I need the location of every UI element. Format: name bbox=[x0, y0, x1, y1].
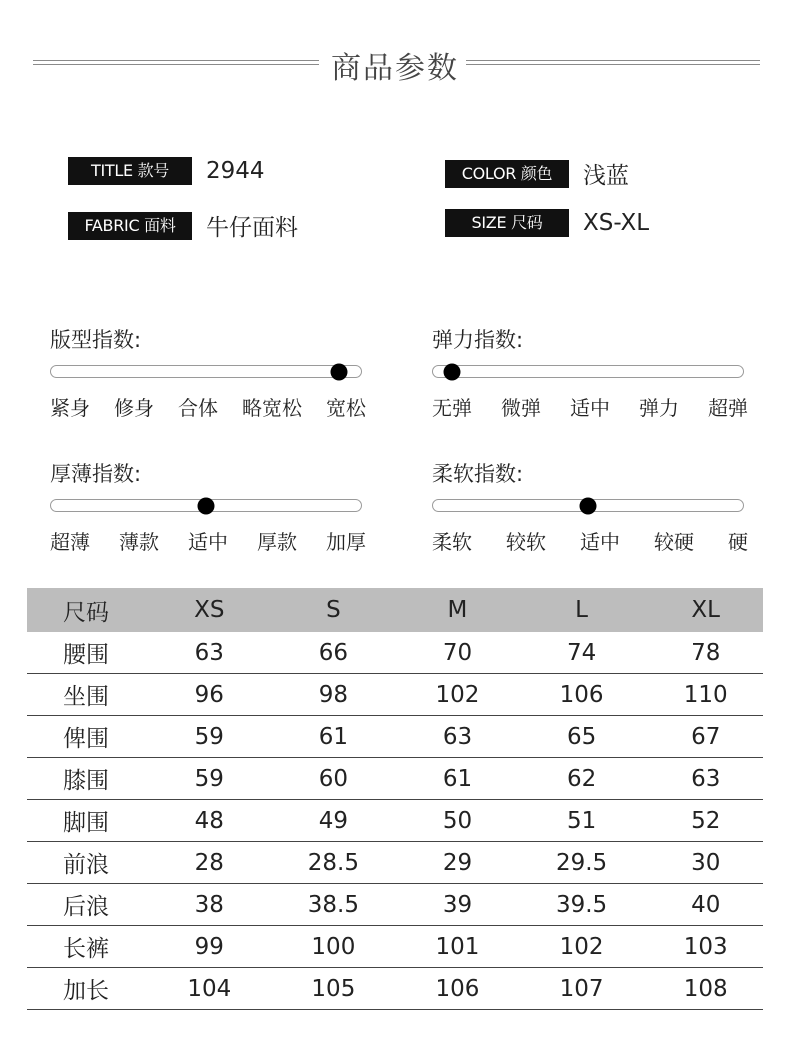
table-cell: 51 bbox=[515, 800, 649, 842]
softness-index-track bbox=[432, 499, 744, 512]
table-cell: 加长 bbox=[27, 968, 152, 1010]
attr-title-value: 2944 bbox=[206, 158, 265, 184]
table-row bbox=[27, 800, 763, 842]
column-header: M bbox=[400, 588, 515, 632]
table-cell: 59 bbox=[152, 716, 267, 758]
level-label: 较硬 bbox=[654, 530, 694, 554]
table-cell: 100 bbox=[267, 926, 401, 968]
level-label: 硬 bbox=[728, 530, 748, 554]
attr-color bbox=[445, 157, 629, 190]
level-label: 适中 bbox=[188, 530, 228, 554]
softness-index-knob bbox=[580, 497, 597, 514]
table-cell: 腰围 bbox=[27, 632, 152, 674]
table-cell: 48 bbox=[152, 800, 267, 842]
thickness-index-knob bbox=[198, 497, 215, 514]
table-row bbox=[27, 758, 763, 800]
column-header: L bbox=[515, 588, 649, 632]
column-header: XS bbox=[152, 588, 267, 632]
table-cell: 107 bbox=[515, 968, 649, 1010]
softness-index bbox=[432, 459, 752, 555]
table-cell: 28.5 bbox=[267, 842, 401, 884]
page-title: 商品参数 bbox=[331, 51, 459, 86]
table-row bbox=[27, 632, 763, 674]
softness-index-levels bbox=[432, 526, 748, 555]
table-cell: 98 bbox=[267, 674, 401, 716]
table-cell: 38.5 bbox=[267, 884, 401, 926]
softness-index-title: 柔软指数: bbox=[432, 462, 524, 486]
table-row bbox=[27, 716, 763, 758]
level-label: 弹力 bbox=[639, 396, 679, 420]
table-cell: 52 bbox=[648, 800, 763, 842]
fit-index bbox=[50, 325, 370, 421]
elasticity-index-knob bbox=[443, 363, 460, 380]
table-row bbox=[27, 926, 763, 968]
table-cell: 前浪 bbox=[27, 842, 152, 884]
elasticity-index-levels bbox=[432, 392, 748, 421]
table-cell: 61 bbox=[400, 758, 515, 800]
table-cell: 78 bbox=[648, 632, 763, 674]
level-label: 适中 bbox=[580, 530, 620, 554]
table-cell: 脚围 bbox=[27, 800, 152, 842]
table-cell: 50 bbox=[400, 800, 515, 842]
table-cell: 29 bbox=[400, 842, 515, 884]
table-cell: 49 bbox=[267, 800, 401, 842]
table-cell: 70 bbox=[400, 632, 515, 674]
table-cell: 59 bbox=[152, 758, 267, 800]
table-cell: 108 bbox=[648, 968, 763, 1010]
table-row bbox=[27, 842, 763, 884]
table-cell: 102 bbox=[400, 674, 515, 716]
table-cell: 105 bbox=[267, 968, 401, 1010]
fit-index-knob bbox=[331, 363, 348, 380]
level-label: 紧身 bbox=[50, 396, 90, 420]
thickness-index bbox=[50, 459, 370, 555]
column-header: XL bbox=[648, 588, 763, 632]
attr-fabric-label: FABRIC 面料 bbox=[68, 212, 192, 240]
table-cell: 106 bbox=[515, 674, 649, 716]
level-label: 合体 bbox=[178, 396, 218, 420]
level-label: 较软 bbox=[506, 530, 546, 554]
table-cell: 110 bbox=[648, 674, 763, 716]
table-cell: 74 bbox=[515, 632, 649, 674]
table-row bbox=[27, 884, 763, 926]
table-cell: 60 bbox=[267, 758, 401, 800]
table-cell: 膝围 bbox=[27, 758, 152, 800]
attr-size-value: XS-XL bbox=[583, 210, 650, 236]
table-cell: 101 bbox=[400, 926, 515, 968]
level-label: 微弹 bbox=[501, 396, 541, 420]
table-cell: 62 bbox=[515, 758, 649, 800]
table-cell: 63 bbox=[400, 716, 515, 758]
level-label: 加厚 bbox=[326, 530, 366, 554]
table-cell: 65 bbox=[515, 716, 649, 758]
table-cell: 39 bbox=[400, 884, 515, 926]
table-cell: 63 bbox=[648, 758, 763, 800]
attr-title-label: TITLE 款号 bbox=[68, 157, 192, 185]
thickness-index-title: 厚薄指数: bbox=[50, 462, 142, 486]
table-cell: 103 bbox=[648, 926, 763, 968]
attr-size-label: SIZE 尺码 bbox=[445, 209, 569, 237]
elasticity-index-track bbox=[432, 365, 744, 378]
header-rule-right bbox=[466, 60, 760, 65]
table-row bbox=[27, 968, 763, 1010]
level-label: 超弹 bbox=[708, 396, 748, 420]
table-cell: 102 bbox=[515, 926, 649, 968]
table-cell: 96 bbox=[152, 674, 267, 716]
level-label: 柔软 bbox=[432, 530, 472, 554]
table-cell: 66 bbox=[267, 632, 401, 674]
table-cell: 67 bbox=[648, 716, 763, 758]
level-label: 修身 bbox=[114, 396, 154, 420]
level-label: 薄款 bbox=[119, 530, 159, 554]
attr-color-value: 浅蓝 bbox=[583, 163, 629, 189]
level-label: 宽松 bbox=[326, 396, 366, 420]
column-header: 尺码 bbox=[27, 588, 152, 632]
table-cell: 38 bbox=[152, 884, 267, 926]
elasticity-index bbox=[432, 325, 752, 421]
table-cell: 长裤 bbox=[27, 926, 152, 968]
fit-index-title: 版型指数: bbox=[50, 328, 142, 352]
table-cell: 坐围 bbox=[27, 674, 152, 716]
table-row bbox=[27, 674, 763, 716]
table-cell: 29.5 bbox=[515, 842, 649, 884]
level-label: 略宽松 bbox=[242, 396, 302, 420]
attr-fabric-value: 牛仔面料 bbox=[206, 215, 298, 241]
level-label: 无弹 bbox=[432, 396, 472, 420]
table-cell: 99 bbox=[152, 926, 267, 968]
table-cell: 28 bbox=[152, 842, 267, 884]
table-cell: 61 bbox=[267, 716, 401, 758]
fit-index-track bbox=[50, 365, 362, 378]
thickness-index-levels bbox=[50, 526, 366, 555]
table-cell: 后浪 bbox=[27, 884, 152, 926]
level-label: 适中 bbox=[570, 396, 610, 420]
table-cell: 30 bbox=[648, 842, 763, 884]
table-cell: 40 bbox=[648, 884, 763, 926]
size-table bbox=[27, 588, 763, 1010]
column-header: S bbox=[267, 588, 401, 632]
level-label: 超薄 bbox=[50, 530, 90, 554]
attr-color-label: COLOR 颜色 bbox=[445, 160, 569, 188]
attr-title bbox=[68, 157, 265, 185]
attr-fabric bbox=[68, 209, 298, 242]
table-cell: 俾围 bbox=[27, 716, 152, 758]
table-cell: 104 bbox=[152, 968, 267, 1010]
thickness-index-track bbox=[50, 499, 362, 512]
fit-index-levels bbox=[50, 392, 366, 421]
attr-size bbox=[445, 209, 649, 237]
table-cell: 106 bbox=[400, 968, 515, 1010]
level-label: 厚款 bbox=[257, 530, 297, 554]
table-header-row bbox=[27, 588, 763, 632]
table-cell: 39.5 bbox=[515, 884, 649, 926]
elasticity-index-title: 弹力指数: bbox=[432, 328, 524, 352]
table-cell: 63 bbox=[152, 632, 267, 674]
